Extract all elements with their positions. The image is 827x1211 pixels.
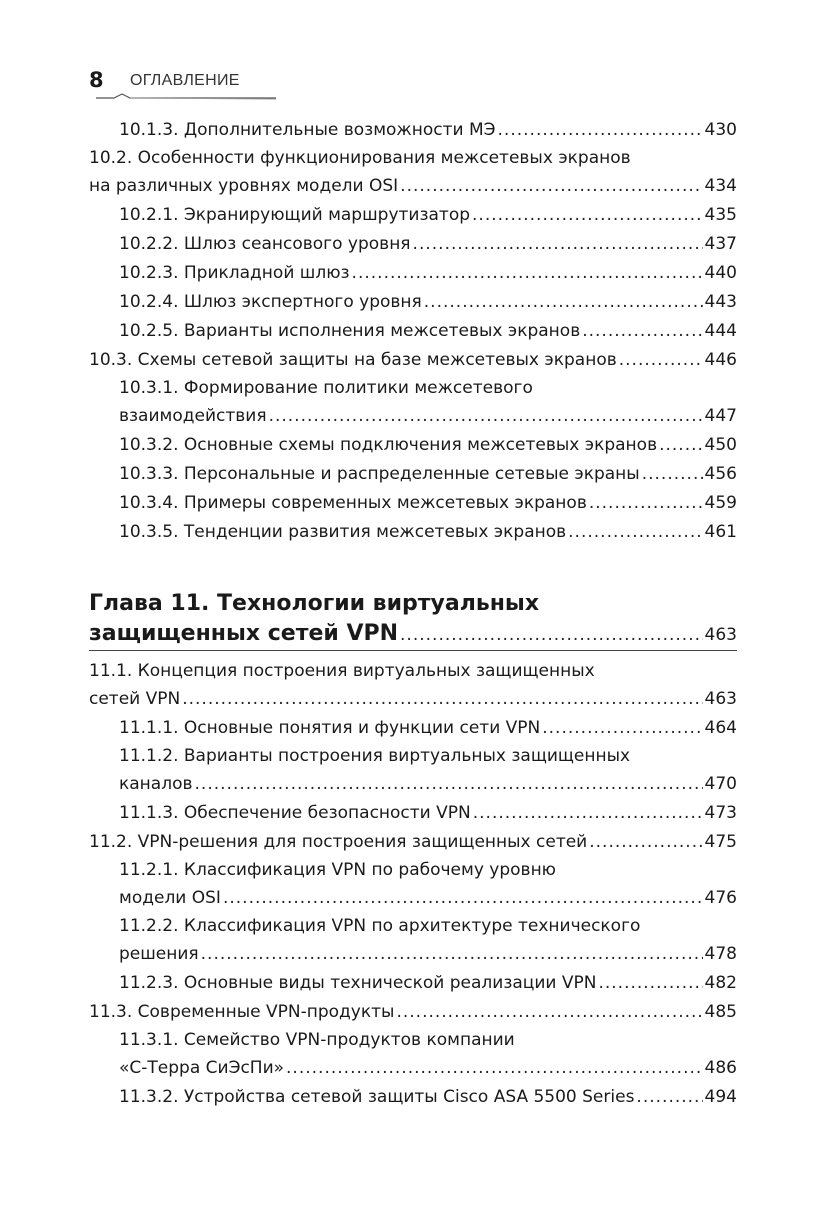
toc-entry-title: 11.1.1. Основные понятия и функции сети VPN	[119, 718, 541, 738]
toc-entry[interactable]	[89, 743, 737, 799]
leader-dots	[269, 402, 703, 431]
leader-dots	[542, 714, 702, 743]
toc-page-number: 440	[704, 263, 737, 283]
toc-entry[interactable]	[89, 259, 737, 288]
toc-page-number: 437	[704, 234, 737, 254]
toc-entry-title: 10.3.4. Примеры современных межсетевых экранов	[119, 493, 587, 513]
toc-page-number: 486	[704, 1058, 737, 1078]
toc-page-number: 450	[704, 435, 737, 455]
toc-page-number: 461	[704, 522, 737, 542]
toc-entry-title: решения	[119, 944, 199, 964]
leader-dots	[472, 201, 703, 230]
toc-page-number: 470	[704, 774, 737, 794]
toc-entry[interactable]	[89, 714, 737, 743]
leader-dots	[201, 940, 703, 969]
toc-entry-title: каналов	[119, 774, 193, 794]
toc-entry-title: модели OSI	[119, 888, 221, 908]
toc-page-number: 475	[704, 832, 737, 852]
toc-entry-title: 10.2.3. Прикладной шлюз	[119, 263, 350, 283]
toc-entry-title: 10.3. Схемы сетевой защиты на базе межсетевых экранов	[89, 350, 617, 370]
leader-dots	[413, 230, 703, 259]
toc-entry[interactable]	[89, 460, 737, 489]
toc-page-number: 485	[704, 1002, 737, 1022]
toc-entry-title: 10.2.1. Экранирующий маршрутизатор	[119, 205, 471, 225]
toc-entry-title: 11.2.2. Классификация VPN по архитектуре технического	[119, 916, 641, 936]
toc-page-number: 444	[704, 321, 737, 341]
leader-dots	[195, 770, 703, 799]
leader-dots	[642, 460, 703, 489]
toc-entry-title: взаимодействия	[119, 406, 267, 426]
leader-dots	[498, 116, 703, 145]
running-header-title: ОГЛАВЛЕНИЕ	[130, 72, 240, 89]
toc-page-number: 447	[704, 406, 737, 426]
toc-entry-title: 11.2.1. Классификация VPN по рабочему уровню	[119, 860, 556, 880]
toc-entry[interactable]	[89, 828, 737, 857]
leader-dots	[598, 969, 702, 998]
leader-dots	[659, 431, 702, 460]
chapter-heading[interactable]	[89, 588, 737, 649]
header-rule	[96, 93, 276, 103]
toc-entry-title: на различных уровнях модели OSI	[89, 176, 399, 196]
toc-entry[interactable]	[89, 799, 737, 828]
toc-entry[interactable]	[89, 1027, 737, 1083]
chapter-title-line2: защищенных сетей VPN	[89, 621, 399, 646]
leader-dots	[400, 172, 702, 201]
toc-entry[interactable]	[89, 658, 737, 714]
chapter-page-number: 463	[704, 625, 737, 645]
toc-page-number: 446	[704, 350, 737, 370]
toc-entry[interactable]	[89, 518, 737, 547]
toc-entry[interactable]	[89, 145, 737, 201]
toc-entry-title: 10.2. Особенности функционирования межсетевых экранов	[89, 148, 631, 168]
toc-page-number: 434	[704, 176, 737, 196]
toc-entry-title: 10.2.5. Варианты исполнения межсетевых экранов	[119, 321, 581, 341]
leader-dots	[582, 317, 702, 346]
toc-entry-title: 10.3.5. Тенденции развития межсетевых экранов	[119, 522, 567, 542]
toc-page-number: 482	[704, 973, 737, 993]
toc-entry-title: 11.1.3. Обеспечение безопасности VPN	[119, 803, 471, 823]
toc-page-number: 456	[704, 464, 737, 484]
toc-page-number: 476	[704, 888, 737, 908]
toc-page-number: 459	[704, 493, 737, 513]
toc-section-chapter-11	[89, 658, 737, 1112]
toc-entry-title: 11.3. Современные VPN-продукты	[89, 1002, 395, 1022]
toc-entry[interactable]	[89, 913, 737, 969]
toc-entry-title: 11.1. Концепция построения виртуальных защищенных	[89, 661, 595, 681]
leader-dots	[352, 259, 703, 288]
leader-dots	[589, 489, 703, 518]
toc-entry-title: 11.2.3. Основные виды технической реализации VPN	[119, 973, 597, 993]
leader-dots	[619, 346, 703, 375]
leader-dots	[589, 828, 702, 857]
leader-dots	[424, 288, 703, 317]
toc-entry-title: «С-Терра СиЭсПи»	[119, 1058, 285, 1078]
toc-entry-title: 10.3.3. Персональные и распределенные сетевые экраны	[119, 464, 640, 484]
leader-dots	[473, 799, 703, 828]
toc-page-number: 430	[704, 120, 737, 140]
toc-page-number: 478	[704, 944, 737, 964]
toc-page-number: 435	[704, 205, 737, 225]
toc-entry-title: 10.3.1. Формирование политики межсетевого	[119, 378, 533, 398]
toc-entry[interactable]	[89, 346, 737, 375]
leader-dots	[396, 998, 702, 1027]
leader-dots	[286, 1054, 703, 1083]
chapter-rule	[89, 650, 737, 651]
leader-dots	[223, 884, 703, 913]
toc-entry[interactable]	[89, 431, 737, 460]
toc-entry-title: 11.3.2. Устройства сетевой защиты Cisco ASA 5500 Series	[119, 1087, 635, 1107]
toc-entry-title: 10.2.4. Шлюз экспертного уровня	[119, 292, 422, 312]
toc-entry[interactable]	[89, 969, 737, 998]
toc-page-number: 473	[704, 803, 737, 823]
leader-dots	[400, 620, 703, 650]
toc-entry[interactable]	[89, 317, 737, 346]
toc-entry[interactable]	[89, 489, 737, 518]
toc-entry-title: 11.2. VPN-решения для построения защищенных сетей	[89, 832, 588, 852]
toc-page-number: 443	[704, 292, 737, 312]
toc-page-number: 463	[704, 689, 737, 709]
toc-entry[interactable]	[89, 375, 737, 431]
toc-page-number: 464	[704, 718, 737, 738]
toc-entry[interactable]	[89, 1083, 737, 1112]
toc-entry[interactable]	[89, 857, 737, 913]
toc-entry[interactable]	[89, 201, 737, 230]
toc-entry-title: 11.1.2. Варианты построения виртуальных защищенных	[119, 746, 631, 766]
leader-dots	[568, 518, 702, 547]
toc-entry-title: 11.3.1. Семейство VPN-продуктов компании	[119, 1030, 515, 1050]
toc-page-number: 494	[704, 1087, 737, 1107]
leader-dots	[182, 685, 702, 714]
toc-entry[interactable]	[89, 230, 737, 259]
page-number: 8	[89, 68, 104, 92]
toc-entry-title: сетей VPN	[89, 689, 181, 709]
toc-entry-title: 10.2.2. Шлюз сеансового уровня	[119, 234, 411, 254]
toc-entry-title: 10.3.2. Основные схемы подключения межсетевых экранов	[119, 435, 658, 455]
toc-entry-title: 10.1.3. Дополнительные возможности МЭ	[119, 120, 496, 140]
toc-entry[interactable]	[89, 116, 737, 145]
leader-dots	[636, 1083, 702, 1112]
toc-section-chapter-10	[89, 116, 737, 547]
toc-entry[interactable]	[89, 998, 737, 1027]
toc-entry[interactable]	[89, 288, 737, 317]
chapter-title-line1: Глава 11. Технологии виртуальных	[89, 591, 540, 616]
